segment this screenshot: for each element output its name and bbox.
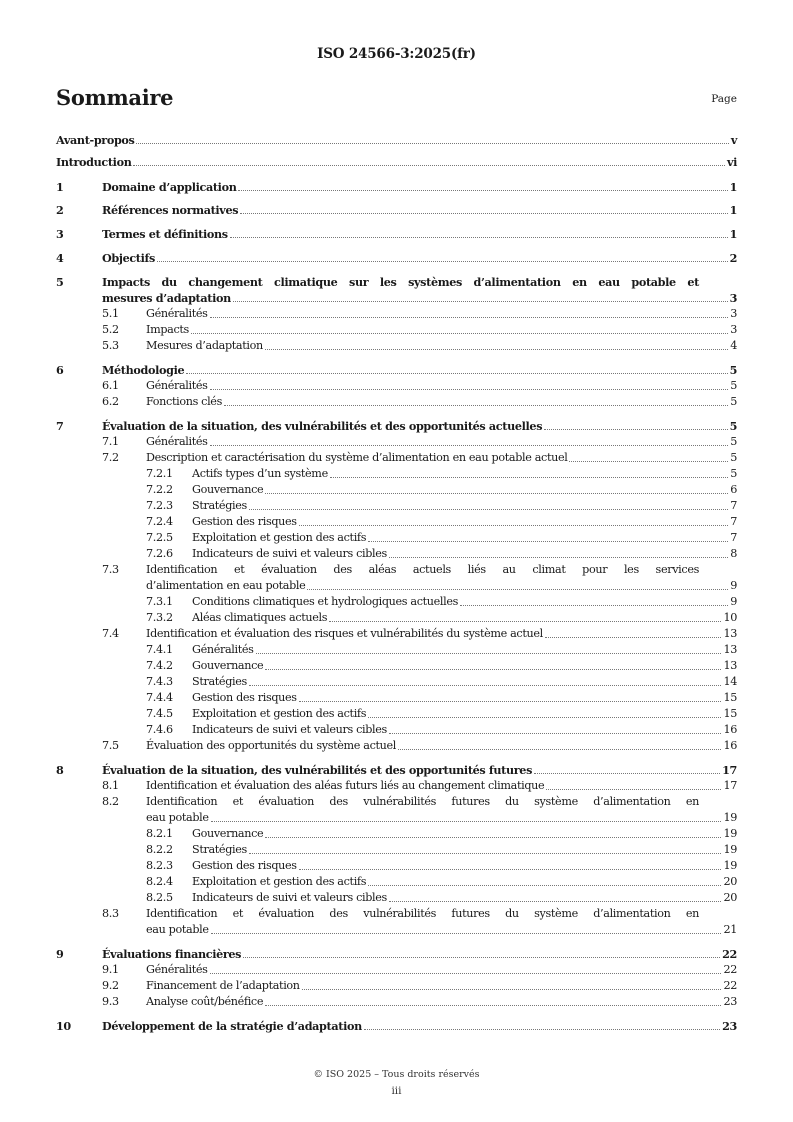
toc-entry-number: 7.2.1 xyxy=(146,467,173,480)
toc-entry-title-link[interactable]: Impacts xyxy=(146,323,189,336)
toc-entry-line xyxy=(56,133,737,147)
toc-entry-number: 8.2.4 xyxy=(146,875,173,888)
toc-entry[interactable] xyxy=(56,993,737,1009)
dot-leader xyxy=(265,837,721,838)
toc-entry-line xyxy=(146,907,699,921)
toc-entry-number: 3 xyxy=(56,227,64,241)
toc-entry[interactable] xyxy=(56,705,737,721)
toc-entry-line xyxy=(192,891,737,905)
toc-entry-title-link[interactable]: Analyse coût/bénéfice xyxy=(146,995,264,1008)
toc-entry-line xyxy=(146,451,737,465)
toc-entry-number: 7.3.1 xyxy=(146,595,173,608)
dot-leader xyxy=(249,685,722,686)
toc-entry-number: 8 xyxy=(56,763,64,777)
dot-leader xyxy=(249,509,728,510)
toc-entry[interactable] xyxy=(56,737,737,753)
dot-leader xyxy=(299,525,729,526)
toc-entry-page: 5 xyxy=(730,467,737,480)
toc-entry-line xyxy=(146,627,737,641)
toc-entry[interactable] xyxy=(56,977,737,993)
toc-entry-title-link[interactable]: Indicateurs de suivi et valeurs cibles xyxy=(192,547,387,560)
dot-leader xyxy=(389,557,728,558)
toc-entry[interactable] xyxy=(56,201,737,217)
toc-entry-title-link[interactable]: Gestion des risques xyxy=(192,515,297,528)
toc-entry[interactable] xyxy=(56,561,737,577)
toc-entry-line xyxy=(192,723,737,737)
dot-leader xyxy=(243,957,720,958)
toc-entry-title-link[interactable]: Développement de la stratégie d’adaptation xyxy=(102,1019,362,1033)
toc-entry[interactable] xyxy=(56,289,737,305)
toc-entry[interactable] xyxy=(56,721,737,737)
toc-entry-page: 3 xyxy=(730,323,737,336)
toc-entry[interactable] xyxy=(56,481,737,497)
toc-entry-number: 4 xyxy=(56,251,64,265)
toc-entry[interactable] xyxy=(56,433,737,449)
toc-entry-title-link[interactable]: mesures d’adaptation xyxy=(102,291,231,305)
dot-leader xyxy=(211,821,722,822)
dot-leader xyxy=(398,749,721,750)
toc-entry-page: 4 xyxy=(730,339,737,352)
toc-entry-number: 7.2 xyxy=(102,451,119,464)
toc-entry-line xyxy=(56,155,737,169)
toc-entry[interactable] xyxy=(56,921,737,937)
toc-entry-line xyxy=(102,203,737,217)
toc-entry-title-link[interactable]: Gouvernance xyxy=(192,827,264,840)
toc-entry-line xyxy=(192,859,737,873)
dot-leader xyxy=(330,477,728,478)
dot-leader xyxy=(569,461,728,462)
page-title: Sommaire xyxy=(56,85,174,110)
toc-entry-title-link[interactable]: Mesures d’adaptation xyxy=(146,339,263,352)
toc-entry[interactable] xyxy=(56,825,737,841)
dot-leader xyxy=(210,317,729,318)
toc-entry-line xyxy=(146,979,737,993)
toc-entry-number: 5 xyxy=(56,275,64,289)
toc-entry-line xyxy=(146,963,737,977)
dot-leader xyxy=(233,301,728,302)
toc-entry[interactable] xyxy=(56,889,737,905)
toc-entry-title-link[interactable]: Fonctions clés xyxy=(146,395,222,408)
toc-entry-number: 6.1 xyxy=(102,379,119,392)
toc-entry-number: 8.2.1 xyxy=(146,827,173,840)
toc-entry[interactable] xyxy=(56,945,737,961)
toc-entry-title-link[interactable]: Exploitation et gestion des actifs xyxy=(192,875,367,888)
toc-entry-title-link[interactable]: Identification et évaluation des risques et vulnérabilités du système actuel xyxy=(146,627,543,640)
toc-entry-page: 17 xyxy=(723,779,737,792)
dot-leader xyxy=(249,853,722,854)
toc-entry-page: 14 xyxy=(723,675,737,688)
toc-entry[interactable] xyxy=(56,905,737,921)
dot-leader xyxy=(186,373,727,374)
toc-entry-title-link[interactable]: Identification et évaluation des aléas futurs liés au changement climatique xyxy=(146,779,545,792)
toc-entry-title-link[interactable]: Généralités xyxy=(146,379,208,392)
toc-entry-title-link[interactable]: Identification et évaluation des vulnérabilités futures du système d’alimentation en xyxy=(146,795,699,808)
toc-entry-number: 8.2.3 xyxy=(146,859,173,872)
dot-leader xyxy=(546,789,721,790)
toc-entry-number: 8.3 xyxy=(102,907,119,920)
toc-entry-line xyxy=(192,691,737,705)
toc-entry[interactable] xyxy=(56,657,737,673)
toc-entry-page: 10 xyxy=(723,611,737,624)
toc-entry-page: 23 xyxy=(723,995,737,1008)
toc-entry[interactable] xyxy=(56,545,737,561)
toc-entry[interactable] xyxy=(56,777,737,793)
toc-entry[interactable] xyxy=(56,873,737,889)
toc-entry[interactable] xyxy=(56,497,737,513)
toc-entry-line xyxy=(146,379,737,393)
dot-leader xyxy=(265,1005,721,1006)
toc-entry-title-link[interactable]: Généralités xyxy=(192,643,254,656)
toc-entry-page: 1 xyxy=(729,180,737,194)
toc-entry-title-link[interactable]: Aléas climatiques actuels xyxy=(192,611,328,624)
toc-entry-title-link[interactable]: Exploitation et gestion des actifs xyxy=(192,707,367,720)
toc-entry[interactable] xyxy=(56,609,737,625)
toc-entry-number: 7.2.4 xyxy=(146,515,173,528)
toc-entry-title-link[interactable]: Impacts du changement climatique sur les systèmes d’alimentation en eau potable et xyxy=(102,275,699,289)
toc-entry[interactable] xyxy=(56,641,737,657)
document-header-id: ISO 24566-3:2025(fr) xyxy=(317,46,476,62)
toc-entry-line xyxy=(192,499,737,513)
toc-entry-number: 7.2.3 xyxy=(146,499,173,512)
toc-entry-title-link[interactable]: Gouvernance xyxy=(192,659,264,672)
copyright-footer: © ISO 2025 – Tous droits réservés xyxy=(313,1069,480,1080)
toc-entry[interactable] xyxy=(56,361,737,377)
toc-entry-number: 7.3 xyxy=(102,563,119,576)
toc-entry[interactable] xyxy=(56,178,737,194)
toc-entry-line xyxy=(192,483,737,497)
toc-entry[interactable] xyxy=(56,673,737,689)
toc-entry[interactable] xyxy=(56,131,737,147)
toc-entry-title-link[interactable]: Gestion des risques xyxy=(192,691,297,704)
toc-entry-page: 7 xyxy=(730,515,737,528)
toc-entry-line xyxy=(192,875,737,889)
toc-entry-page: 19 xyxy=(723,827,737,840)
toc-entry-line xyxy=(192,675,737,689)
dot-leader xyxy=(256,653,722,654)
toc-entry-title-link[interactable]: Évaluation de la situation, des vulnérabilités et des opportunités futures xyxy=(102,763,533,777)
toc-entry-page: 22 xyxy=(723,979,737,992)
dot-leader xyxy=(368,541,728,542)
dot-leader xyxy=(299,701,722,702)
toc-entry-title-link[interactable]: Conditions climatiques et hydrologiques actuelles xyxy=(192,595,459,608)
toc-entry-title-link[interactable]: Indicateurs de suivi et valeurs cibles xyxy=(192,891,387,904)
toc-entry-title-link[interactable]: d’alimentation en eau potable xyxy=(146,579,306,592)
dot-leader xyxy=(265,669,721,670)
dot-leader xyxy=(240,213,727,214)
toc-entry-number: 7.4 xyxy=(102,627,119,640)
toc-entry[interactable] xyxy=(56,337,737,353)
toc-entry-title-link[interactable]: Identification et évaluation des aléas actuels liés au climat pour les services xyxy=(146,563,699,576)
toc-entry-line xyxy=(146,307,737,321)
toc-entry[interactable] xyxy=(56,577,737,593)
toc-entry[interactable] xyxy=(56,857,737,873)
dot-leader xyxy=(307,589,728,590)
toc-entry-number: 7 xyxy=(56,419,64,433)
toc-entry-page: 8 xyxy=(730,547,737,560)
dot-leader xyxy=(368,717,721,718)
toc-entry[interactable] xyxy=(56,529,737,545)
toc-entry-number: 6 xyxy=(56,363,64,377)
toc-entry-page: 1 xyxy=(729,227,737,241)
toc-entry-number: 5.3 xyxy=(102,339,119,352)
toc-entry-line xyxy=(102,363,737,377)
toc-entry-title-link[interactable]: Avant-propos xyxy=(56,133,135,147)
toc-entry-number: 7.5 xyxy=(102,739,119,752)
toc-entry-number: 9.1 xyxy=(102,963,119,976)
dot-leader xyxy=(265,493,728,494)
toc-entry-number: 6.2 xyxy=(102,395,119,408)
toc-entry-number: 7.1 xyxy=(102,435,119,448)
dot-leader xyxy=(460,605,728,606)
dot-leader xyxy=(191,333,728,334)
dot-leader xyxy=(210,973,722,974)
toc-entry[interactable] xyxy=(56,793,737,809)
toc-entry-number: 7.4.5 xyxy=(146,707,173,720)
toc-entry-line xyxy=(192,531,737,545)
toc-entry-number: 7.3.2 xyxy=(146,611,173,624)
toc-entry-title-link[interactable]: Stratégies xyxy=(192,675,247,688)
toc-entry-title-link[interactable]: Gestion des risques xyxy=(192,859,297,872)
toc-entry-line xyxy=(102,763,737,777)
toc-entry-number: 5.2 xyxy=(102,323,119,336)
toc-entry-page: 3 xyxy=(729,291,737,305)
toc-entry-page: 7 xyxy=(730,499,737,512)
toc-entry-page: 9 xyxy=(730,579,737,592)
toc-entry[interactable] xyxy=(56,449,737,465)
toc-entry-page: 15 xyxy=(723,691,737,704)
toc-entry-title-link[interactable]: Description et caractérisation du système d’alimentation en eau potable actuel xyxy=(146,451,568,464)
toc-entry-number: 7.4.4 xyxy=(146,691,173,704)
toc-entry-page: 5 xyxy=(730,379,737,392)
toc-entry-line xyxy=(102,227,737,241)
dot-leader xyxy=(329,621,721,622)
toc-entry-line xyxy=(102,180,737,194)
toc-entry-title-link[interactable]: Évaluation de la situation, des vulnérabilités et des opportunités actuelles xyxy=(102,419,543,433)
toc-entry-line xyxy=(146,923,737,937)
toc-entry-line xyxy=(146,395,737,409)
toc-entry[interactable] xyxy=(56,625,737,641)
toc-entry[interactable] xyxy=(56,761,737,777)
toc-entry-line xyxy=(192,515,737,529)
toc-entry-page: 20 xyxy=(723,891,737,904)
toc-entry-number: 7.4.3 xyxy=(146,675,173,688)
toc-entry-page: 5 xyxy=(730,451,737,464)
dot-leader xyxy=(136,143,728,144)
toc-entry-page: 22 xyxy=(723,963,737,976)
toc-entry-line xyxy=(146,811,737,825)
toc-entry-title-link[interactable]: Objectifs xyxy=(102,251,155,265)
toc-entry-number: 7.2.2 xyxy=(146,483,173,496)
toc-entry[interactable] xyxy=(56,321,737,337)
dot-leader xyxy=(210,445,729,446)
toc-entry-line xyxy=(192,707,737,721)
toc-entry[interactable] xyxy=(56,841,737,857)
dot-leader xyxy=(534,773,720,774)
toc-entry-number: 7.4.1 xyxy=(146,643,173,656)
toc-entry-page: 23 xyxy=(722,1019,737,1033)
toc-entry-number: 10 xyxy=(56,1019,71,1033)
toc-entry-number: 8.1 xyxy=(102,779,119,792)
toc-entry-title-link[interactable]: Domaine d’application xyxy=(102,180,237,194)
toc-entry-title-link[interactable]: Généralités xyxy=(146,307,208,320)
toc-entry[interactable] xyxy=(56,273,737,289)
toc-entry-page: 1 xyxy=(729,203,737,217)
toc-entry-line xyxy=(192,827,737,841)
toc-entry-page: v xyxy=(730,133,737,147)
toc-entry-page: 16 xyxy=(723,723,737,736)
toc-entry-line xyxy=(192,467,737,481)
toc-entry-page: 9 xyxy=(730,595,737,608)
dot-leader xyxy=(133,165,724,166)
toc-entry-title-link[interactable]: Exploitation et gestion des actifs xyxy=(192,531,367,544)
toc-entry-line xyxy=(102,275,699,289)
toc-entry[interactable] xyxy=(56,1017,737,1033)
toc-entry-number: 2 xyxy=(56,203,64,217)
toc-entry-number: 5.1 xyxy=(102,307,119,320)
toc-entry-number: 7.4.2 xyxy=(146,659,173,672)
toc-entry[interactable] xyxy=(56,809,737,825)
toc-entry-page: 13 xyxy=(723,659,737,672)
toc-entry-title-link[interactable]: Évaluation des opportunités du système actuel xyxy=(146,739,397,752)
toc-entry-title-link[interactable]: eau potable xyxy=(146,923,209,936)
toc-entry-line xyxy=(146,579,737,593)
dot-leader xyxy=(211,933,722,934)
toc-entry-line xyxy=(102,251,737,265)
dot-leader xyxy=(544,429,727,430)
toc-entry-number: 7.4.6 xyxy=(146,723,173,736)
toc-entry-line xyxy=(146,779,737,793)
toc-entry-page: 20 xyxy=(723,875,737,888)
dot-leader xyxy=(238,190,727,191)
toc-entry-line xyxy=(102,1019,737,1033)
toc-entry[interactable] xyxy=(56,417,737,433)
toc-entry-line xyxy=(146,995,737,1009)
toc-entry-line xyxy=(192,595,737,609)
toc-entry-number: 8.2.5 xyxy=(146,891,173,904)
toc-entry-number: 8.2.2 xyxy=(146,843,173,856)
dot-leader xyxy=(299,869,722,870)
toc-entry[interactable] xyxy=(56,249,737,265)
toc-entry-title-link[interactable]: Actifs types d’un système xyxy=(192,467,328,480)
dot-leader xyxy=(389,901,722,902)
toc-entry-page: 19 xyxy=(723,859,737,872)
toc-entry-title-link[interactable]: Introduction xyxy=(56,155,132,169)
toc-entry-page: 3 xyxy=(730,307,737,320)
toc-entry-line xyxy=(102,419,737,433)
toc-entry-page: 13 xyxy=(723,643,737,656)
toc-entry-page: 13 xyxy=(723,627,737,640)
dot-leader xyxy=(265,349,728,350)
toc-entry-title-link[interactable]: Généralités xyxy=(146,435,208,448)
toc-entry-number: 9.3 xyxy=(102,995,119,1008)
toc-entry-line xyxy=(192,611,737,625)
toc-entry-title-link[interactable]: Références normatives xyxy=(102,203,239,217)
toc-entry-line xyxy=(146,739,737,753)
dot-leader xyxy=(389,733,722,734)
dot-leader xyxy=(368,885,721,886)
toc-entry-page: 5 xyxy=(729,363,737,377)
toc-entry-page: 16 xyxy=(723,739,737,752)
toc-entry-page: 5 xyxy=(729,419,737,433)
toc-entry[interactable] xyxy=(56,225,737,241)
toc-entry-page: vi xyxy=(726,155,737,169)
dot-leader xyxy=(364,1029,720,1030)
toc-entry-title-link[interactable]: Identification et évaluation des vulnérabilités futures du système d’alimentation en xyxy=(146,907,699,920)
toc-entry-number: 9 xyxy=(56,947,64,961)
toc-entry-page: 21 xyxy=(723,923,737,936)
toc-entry-page: 22 xyxy=(722,947,737,961)
toc-entry-page: 7 xyxy=(730,531,737,544)
toc-entry[interactable] xyxy=(56,593,737,609)
dot-leader xyxy=(210,389,729,390)
toc-entry[interactable] xyxy=(56,961,737,977)
dot-leader xyxy=(224,405,728,406)
toc-entry-number: 1 xyxy=(56,180,64,194)
toc-entry-number: 7.2.5 xyxy=(146,531,173,544)
toc-entry-page: 17 xyxy=(722,763,737,777)
toc-entry-page: 15 xyxy=(723,707,737,720)
toc-entry[interactable] xyxy=(56,513,737,529)
toc-entry-number: 8.2 xyxy=(102,795,119,808)
toc-entry[interactable] xyxy=(56,305,737,321)
toc-entry-line xyxy=(102,947,737,961)
toc-entry[interactable] xyxy=(56,393,737,409)
toc-entry-page: 5 xyxy=(730,395,737,408)
toc-entry-line xyxy=(146,563,699,577)
toc-entry-title-link[interactable]: Évaluations financières xyxy=(102,947,242,961)
toc-entry-line xyxy=(146,339,737,353)
toc-entry-number: 9.2 xyxy=(102,979,119,992)
toc-entry-title-link[interactable]: Gouvernance xyxy=(192,483,264,496)
toc-entry-page: 6 xyxy=(730,483,737,496)
toc-entry-line xyxy=(146,435,737,449)
toc-entry-line xyxy=(192,843,737,857)
toc-entry-line xyxy=(146,795,699,809)
dot-leader xyxy=(230,237,728,238)
toc-entry-title-link[interactable]: eau potable xyxy=(146,811,209,824)
toc-entry-title-link[interactable]: Indicateurs de suivi et valeurs cibles xyxy=(192,723,387,736)
toc-entry-page: 2 xyxy=(729,251,737,265)
toc-entry-number: 7.2.6 xyxy=(146,547,173,560)
toc-entry[interactable] xyxy=(56,153,737,169)
page-number: iii xyxy=(391,1085,402,1097)
toc-entry-title-link[interactable]: Financement de l’adaptation xyxy=(146,979,300,992)
toc-entry-title-link[interactable]: Termes et définitions xyxy=(102,227,228,241)
toc-entry-title-link[interactable]: Méthodologie xyxy=(102,363,185,377)
toc-entry-line xyxy=(192,659,737,673)
dot-leader xyxy=(545,637,722,638)
toc-entry-title-link[interactable]: Généralités xyxy=(146,963,208,976)
toc-entry[interactable] xyxy=(56,377,737,393)
toc-entry-line xyxy=(102,291,737,305)
toc-entry[interactable] xyxy=(56,689,737,705)
toc-entry-title-link[interactable]: Stratégies xyxy=(192,843,247,856)
toc-entry-line xyxy=(146,323,737,337)
toc-entry-page: 5 xyxy=(730,435,737,448)
toc-entry-title-link[interactable]: Stratégies xyxy=(192,499,247,512)
dot-leader xyxy=(302,989,722,990)
toc-entry[interactable] xyxy=(56,465,737,481)
toc-entry-page: 19 xyxy=(723,811,737,824)
dot-leader xyxy=(157,261,728,262)
toc-entry-line xyxy=(192,643,737,657)
toc-entry-line xyxy=(192,547,737,561)
toc-entry-page: 19 xyxy=(723,843,737,856)
page-column-label: Page xyxy=(711,93,737,105)
